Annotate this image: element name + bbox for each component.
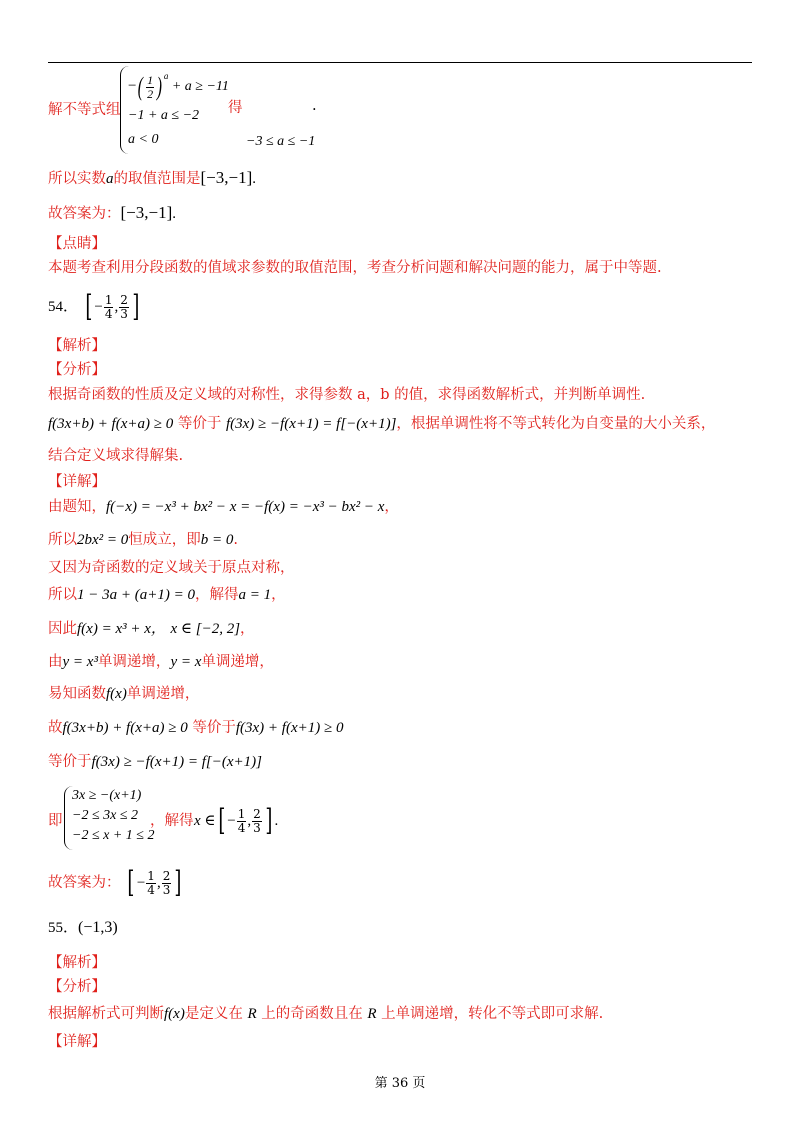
q54-answer-line: 54． [ − $\frac{1}{4}$ , $\frac{2}{3}$ ] xyxy=(48,289,140,324)
solve-label: 解不等式组 xyxy=(48,102,121,118)
q55-number: 55． xyxy=(48,920,79,936)
header-rule xyxy=(48,62,752,63)
q54-sys-line-1: 3x ≥ −(x+1) xyxy=(72,788,142,803)
q54-number: 54． xyxy=(48,299,79,315)
dianjing-text: 本题考查利用分段函数的值域求参数的取值范围，考查分析问题和解决问题的能力，属于中等题. xyxy=(48,260,662,276)
q54-detail-4: 所以1 − 3a + (a+1) = 0，解得a = 1， xyxy=(48,587,286,603)
q54-analysis-line: f(3x+b) + f(x+a) ≥ 0 等价于 f(3x) ≥ −f(x+1) = f[−(x+1)]，根据单调性将不等式转化为自变量的大小关系， xyxy=(48,416,716,432)
q54-sys-line-2: −2 ≤ 3x ≤ 2 xyxy=(72,808,139,823)
q54-detail-9: 等价于f(3x) ≥ −f(x+1) = f[−(x+1)] xyxy=(48,754,262,770)
page-footer: 第 36 页 xyxy=(374,1076,426,1091)
range-line: 所以实数a的取值范围是[−3,−1]. xyxy=(48,168,256,187)
q54-detail-8: 故f(3x+b) + f(x+a) ≥ 0 等价于f(3x) + f(x+1) ≥ 0 xyxy=(48,720,344,736)
q55-fenxi: 【分析】 xyxy=(48,979,106,995)
de-label: 得 xyxy=(228,100,243,116)
q54-jiede: ，解得 xyxy=(150,813,194,829)
q54-frac-b: $\frac{2}{3}$ xyxy=(120,292,128,321)
q54-detail-5: 因此f(x) = x³ + x， x ∈ [−2, 2]， xyxy=(48,621,255,637)
q54-final-answer: 故答案为： [ − $\frac{1}{4}$ , $\frac{2}{3}$ ] xyxy=(48,865,182,900)
q55-jiexi: 【解析】 xyxy=(48,955,106,971)
q54-frac-a: $\frac{1}{4}$ xyxy=(104,292,113,321)
q55-answer-line xyxy=(48,918,118,938)
dot: . xyxy=(312,98,317,114)
dianjing-heading: 【点睛】 xyxy=(48,236,106,252)
system-line-3: a < 0 xyxy=(128,132,159,147)
q54-xiangjie: 【详解】 xyxy=(48,474,106,490)
q55-answer: (−1,3) xyxy=(78,919,118,936)
q54-ji: 即 xyxy=(48,813,63,829)
q54-fenxi: 【分析】 xyxy=(48,362,106,378)
q54-detail-6: 由y = x³单调递增，y = x单调递增， xyxy=(48,654,274,670)
system-line-2: −1 + a ≤ −2 xyxy=(128,108,200,123)
q54-detail-7: 易知函数f(x)单调递增， xyxy=(48,686,200,702)
prev-answer-line: 故答案为：[−3,−1]. xyxy=(48,203,176,222)
q54-jiexi: 【解析】 xyxy=(48,338,106,354)
half-fraction: $\frac{1}{2}$ xyxy=(147,72,154,101)
q54-detail-2: 所以2bx² = 0恒成立，即b = 0. xyxy=(48,532,239,548)
q54-analysis-line-2: 结合定义域求得解集. xyxy=(48,448,184,464)
q54-fenxi-text: 根据奇函数的性质及定义域的对称性，求得参数 a，b 的值，求得函数解析式，并判断单调性. xyxy=(48,387,646,403)
q54-sys-line-3: −2 ≤ x + 1 ≤ 2 xyxy=(72,828,155,843)
q55-fenxi-text: 根据解析式可判断f(x)是定义在 R 上的奇函数且在 R 上单调递增，转化不等式即可求解. xyxy=(48,1006,604,1022)
prev-solution: −3 ≤ a ≤ −1 xyxy=(246,134,316,149)
q55-xiangjie: 【详解】 xyxy=(48,1034,106,1050)
q54-detail-3: 又因为奇函数的定义域关于原点对称， xyxy=(48,560,295,576)
q54-solution: x ∈[ − $\frac{1}{4}$ , $\frac{2}{3}$ ] . xyxy=(194,803,279,838)
q54-detail-1: 由题知，f(−x) = −x³ + bx² − x = −f(x) = −x³ − bx² − x， xyxy=(48,499,399,515)
system-line-1: −( $\frac{1}{2}$ ) $^a$ + a ≥ −11 xyxy=(128,70,229,101)
